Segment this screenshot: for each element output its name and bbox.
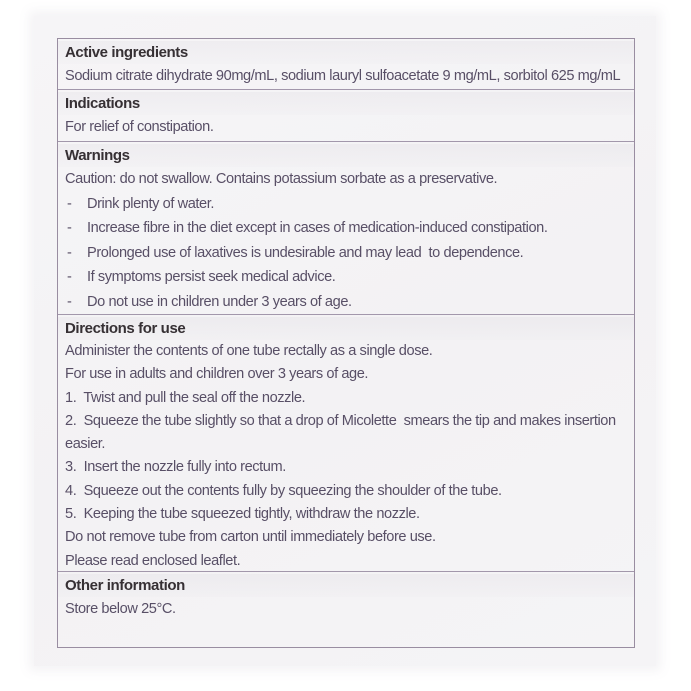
section-indications [58,89,634,141]
body-line: Administer the contents of one tube rectally as a single dose. [65,343,433,359]
body-line-text: Prolonged use of laxatives is undesirable and may lead to dependence. [87,244,524,261]
dash-bullet: - [67,293,72,310]
body-line-text: Drink plenty of water. [87,195,215,212]
section-title-active-ingredients: Active ingredients [58,41,634,64]
dash-bullet: - [67,244,72,261]
body-line: 2. Squeeze the tube slightly so that a drop of Micolette smears the tip and makes insertion [65,412,616,429]
dash-bullet: - [67,269,72,285]
section-active-ingredients [58,39,634,89]
body-line: 1. Twist and pull the seal off the nozzle. [65,389,306,406]
body-line: Caution: do not swallow. Contains potassium sorbate as a preservative. [65,171,498,187]
body-line [65,192,626,217]
section-warnings [58,141,634,314]
body-line: Please read enclosed leaflet. [65,552,241,569]
body-line-text: Do not use in children under 3 years of age. [87,293,352,310]
body-line [65,290,626,315]
body-line: Sodium citrate dihydrate 90mg/mL, sodium lauryl sulfoacetate 9 mg/mL, sorbitol 625 mg/mL [65,68,621,84]
body-line [65,265,626,290]
section-directions-for-use [58,314,634,571]
body-line: For use in adults and children over 3 years of age. [65,366,369,383]
dash-bullet: - [67,195,72,212]
body-line: 4. Squeeze out the contents fully by squeezing the shoulder of the tube. [65,482,502,499]
body-line: Do not remove tube from carton until immediately before use. [65,529,436,546]
section-title-directions-for-use: Directions for use [58,317,634,340]
section-title-warnings: Warnings [58,144,634,167]
body-line: 5. Keeping the tube squeezed tightly, withdraw the nozzle. [65,506,420,523]
section-other-information [58,571,634,647]
label-info-panel [57,38,635,648]
body-line [65,241,626,266]
package-panel-photo [34,16,656,666]
body-line-text: If symptoms persist seek medical advice. [87,269,336,285]
section-title-other-information: Other information [58,574,634,597]
body-line: Store below 25°C. [65,601,176,617]
body-line: easier. [65,436,106,453]
body-line: 3. Insert the nozzle fully into rectum. [65,459,286,476]
body-line-text: Increase fibre in the diet except in cases of medication-induced constipation. [87,220,548,236]
body-line [65,216,626,241]
section-title-indications: Indications [58,92,634,115]
dash-bullet: - [67,220,72,236]
body-line: For relief of constipation. [65,119,214,135]
